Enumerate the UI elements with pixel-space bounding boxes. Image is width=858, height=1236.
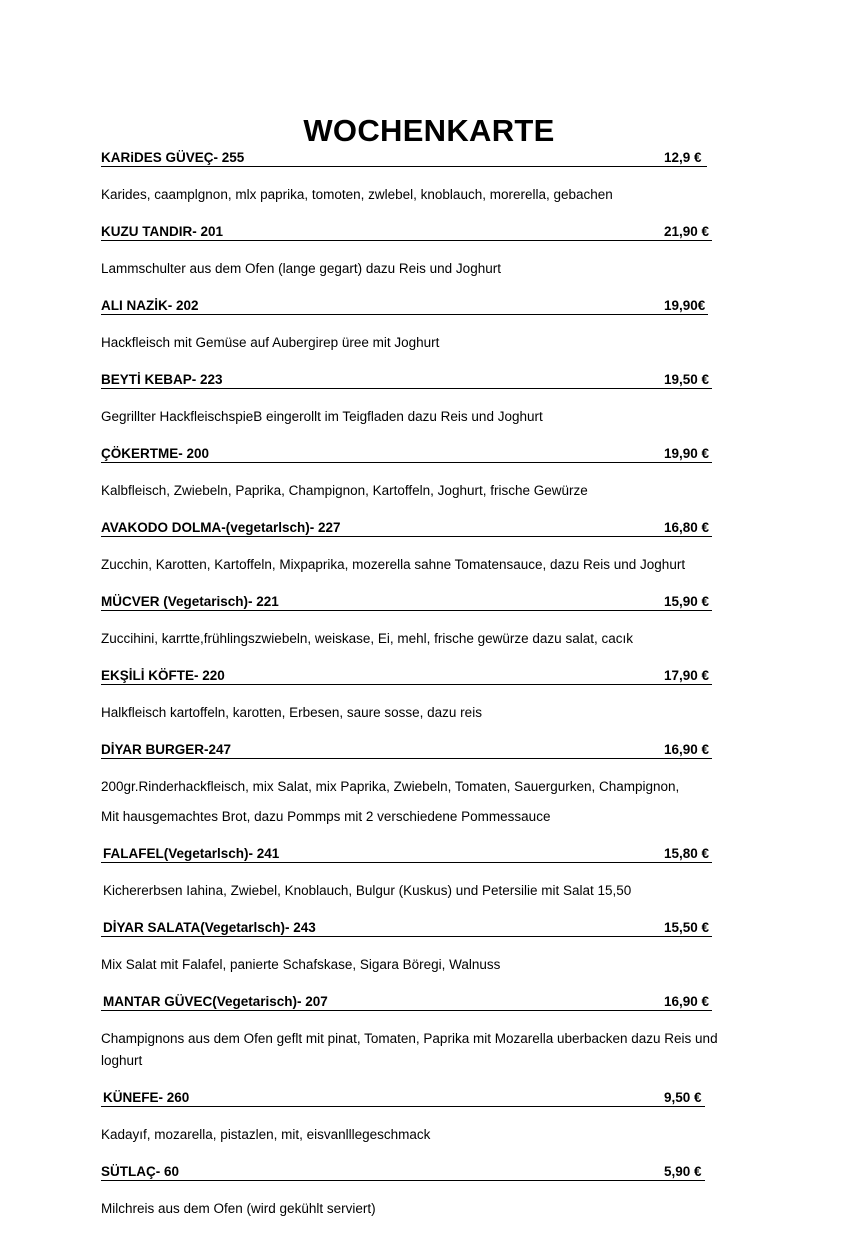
menu-item-description: Zuccihini, karrtte,frühlingszwiebeln, weiskase, Ei, mehl, frische gewürze dazu salat, cacık — [101, 631, 633, 646]
menu-item-header — [101, 518, 713, 540]
menu-item-underline — [101, 1106, 705, 1107]
menu-item-price: 9,50 € — [664, 1090, 702, 1105]
menu-item-description: Halkfleisch kartoffeln, karotten, Erbesen, saure sosse, dazu reis — [101, 705, 482, 720]
menu-item-name: BEYTİ KEBAP- 223 — [101, 372, 223, 387]
menu-item — [101, 1162, 751, 1220]
menu-item-header — [101, 222, 713, 244]
menu-item-underline — [101, 1180, 705, 1181]
menu-item-price: 19,90 € — [664, 446, 710, 461]
menu-item-price: 16,80 € — [664, 520, 710, 535]
menu-item — [101, 740, 751, 828]
menu-item-underline — [101, 1010, 712, 1011]
menu-item-underline — [101, 388, 712, 389]
menu-item-header — [101, 444, 713, 466]
menu-item-description: Mix Salat mit Falafel, panierte Schafskase, Sigara Böregi, Walnuss — [101, 957, 501, 972]
menu-list — [101, 148, 751, 1236]
menu-item-price: 12,9 € — [664, 150, 702, 165]
menu-item-header — [101, 740, 713, 762]
menu-item-description: Milchreis aus dem Ofen (wird gekühlt serviert) — [101, 1201, 376, 1216]
menu-item-description: Zucchin, Karotten, Kartoffeln, Mixpaprika, mozerella sahne Tomatensauce, dazu Reis und Joghurt — [101, 557, 686, 572]
menu-item-description: Kalbfleisch, Zwiebeln, Paprika, Champignon, Kartoffeln, Joghurt, frische Gewürze — [101, 483, 588, 498]
menu-item-description: Lammschulter aus dem Ofen (lange gegart) dazu Reis und Joghurt — [101, 261, 501, 276]
menu-item-price: 21,90 € — [664, 224, 710, 239]
menu-item-underline — [101, 314, 708, 315]
menu-item-underline — [101, 758, 712, 759]
menu-item-header — [101, 592, 713, 614]
menu-item-price: 19,50 € — [664, 372, 710, 387]
menu-item-price: 5,90 € — [664, 1164, 702, 1179]
menu-item-description: Kichererbsen Iahina, Zwiebel, Knoblauch, Bulgur (Kuskus) und Petersilie mit Salat 15,50 — [103, 883, 632, 898]
menu-item-price: 15,90 € — [664, 594, 710, 609]
menu-item-header — [101, 370, 713, 392]
menu-item — [101, 918, 751, 976]
menu-item-header — [101, 992, 713, 1014]
menu-item — [101, 296, 751, 354]
menu-item-price: 19,90€ — [664, 298, 706, 313]
menu-item-header — [101, 1088, 713, 1110]
menu-item — [101, 844, 751, 902]
menu-item-header — [101, 918, 713, 940]
menu-item-name: FALAFEL(Vegetarlsch)- 241 — [103, 846, 280, 861]
menu-item-underline — [101, 936, 712, 937]
menu-item-underline — [101, 684, 712, 685]
menu-item — [101, 592, 751, 650]
menu-item-price: 15,80 € — [664, 846, 710, 861]
menu-item-name: AVAKODO DOLMA-(vegetarlsch)- 227 — [101, 520, 341, 535]
menu-item-description: Karides, caamplgnon, mlx paprika, tomoten, zwlebel, knoblauch, morerella, gebachen — [101, 187, 613, 202]
menu-item-name: ALI NAZİK- 202 — [101, 298, 199, 313]
menu-item-name: KÜNEFE- 260 — [103, 1090, 190, 1105]
page-title: WOCHENKARTE — [303, 112, 555, 148]
menu-item-header — [101, 148, 713, 170]
menu-item — [101, 370, 751, 428]
menu-item-underline — [101, 610, 712, 611]
menu-item-name: DİYAR BURGER-247 — [101, 742, 232, 757]
menu-item — [101, 1088, 751, 1146]
menu-item-underline — [101, 536, 712, 537]
menu-item-name: EKŞİLİ KÖFTE- 220 — [101, 668, 225, 683]
menu-item-price: 16,90 € — [664, 742, 710, 757]
menu-item-price: 16,90 € — [664, 994, 710, 1009]
menu-item-name: MANTAR GÜVEC(Vegetarisch)- 207 — [103, 994, 328, 1009]
menu-item-description-continued: Mit hausgemachtes Brot, dazu Pommps mit 2 verschiedene Pommessauce — [101, 809, 551, 824]
menu-item-price: 15,50 € — [664, 920, 710, 935]
menu-item-header — [101, 1162, 713, 1184]
menu-item-description: Gegrillter HackfleischspieB eingerollt im Teigfladen dazu Reis und Joghurt — [101, 409, 543, 424]
menu-item-name: DİYAR SALATA(Vegetarlsch)- 243 — [103, 920, 316, 935]
menu-item-underline — [101, 462, 712, 463]
menu-item-header — [101, 666, 713, 688]
menu-item-description: Kadayıf, mozarella, pistazlen, mit, eisvanlllegeschmack — [101, 1127, 431, 1142]
menu-item — [101, 518, 751, 576]
menu-item-description: Champignons aus dem Ofen geflt mit pinat, Tomaten, Paprika mit Mozarella uberbacken dazu Reis und loghurt — [101, 1031, 718, 1068]
menu-item — [101, 444, 751, 502]
menu-item-name: KUZU TANDIR- 201 — [101, 224, 224, 239]
menu-item-name: ÇÖKERTME- 200 — [101, 446, 210, 461]
menu-item-underline — [101, 862, 712, 863]
menu-item-name: SÜTLAÇ- 60 — [101, 1164, 180, 1179]
menu-item-underline — [101, 240, 712, 241]
menu-item — [101, 666, 751, 724]
menu-item-header — [101, 844, 713, 866]
menu-item-price: 17,90 € — [664, 668, 710, 683]
menu-item-underline — [101, 166, 707, 167]
menu-item — [101, 148, 751, 206]
menu-item-description: 200gr.Rinderhackfleisch, mix Salat, mix Paprika, Zwiebeln, Tomaten, Sauergurken, Champignon, — [101, 779, 680, 794]
menu-item-header — [101, 296, 713, 318]
menu-item — [101, 992, 751, 1072]
menu-item-description: Hackfleisch mit Gemüse auf Aubergirep üree mit Joghurt — [101, 335, 440, 350]
menu-item-name: KARiDES GÜVEÇ- 255 — [101, 150, 245, 165]
menu-item — [101, 222, 751, 280]
menu-item-name: MÜCVER (Vegetarisch)- 221 — [101, 594, 279, 609]
